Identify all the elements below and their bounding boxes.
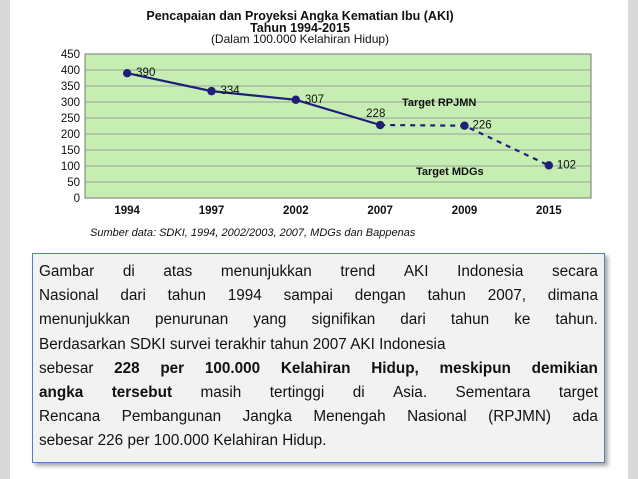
text-line [39, 405, 598, 429]
left-decoration-bar [0, 0, 10, 479]
data-label: 334 [220, 85, 240, 98]
bold-word: per [160, 359, 185, 377]
word: Menengah [313, 408, 386, 426]
word: dari [120, 287, 146, 305]
data-label: 390 [136, 67, 156, 80]
word: target [558, 384, 598, 402]
data-point [207, 87, 215, 95]
bold-word: demikian [531, 359, 598, 377]
word: Jangka [242, 408, 292, 426]
y-tick-label: 0 [73, 193, 80, 205]
word: tahun [167, 287, 206, 305]
data-point [545, 161, 553, 169]
word: Sementara [455, 384, 531, 402]
chart-svg [32, 0, 602, 244]
bold-word: Kelahiran [280, 359, 351, 377]
word: di [122, 263, 135, 280]
data-label: 307 [304, 93, 325, 106]
word: Gambar [39, 263, 95, 280]
x-tick-label: 2015 [536, 205, 562, 217]
word: Rencana [39, 408, 101, 426]
data-point [376, 121, 384, 129]
word: 2007, [487, 287, 526, 305]
data-point [123, 69, 131, 77]
text-line [39, 284, 598, 308]
word: sebesar [39, 359, 94, 377]
chart-subtitle-1: Tahun 1994-2015 [250, 21, 350, 35]
annotation-target-mdgs: Target MDGs [416, 166, 484, 178]
data-label: 226 [472, 119, 492, 132]
bold-word: 228 [114, 359, 140, 377]
text-line [39, 429, 598, 453]
word: Pembangunan [121, 408, 222, 426]
word: masih [200, 384, 242, 402]
word: ada [572, 408, 598, 426]
word: tahun [427, 287, 466, 305]
word: Nasional [407, 408, 467, 426]
word: 1994 [227, 287, 262, 305]
word: signifikan [311, 311, 376, 329]
data-label: 102 [556, 159, 577, 172]
word: sampai [283, 287, 333, 305]
y-tick-label: 200 [60, 129, 80, 141]
y-tick-label: 400 [60, 65, 80, 77]
y-tick-label: 50 [67, 177, 80, 189]
plot-area [85, 54, 591, 198]
text-line [39, 308, 598, 332]
word: tahun. [555, 311, 598, 329]
y-axis [61, 49, 80, 205]
word: secara [552, 263, 598, 280]
y-tick-label: 350 [60, 81, 80, 93]
bold-word: meskipun [439, 359, 511, 377]
word: tahun [450, 311, 490, 329]
x-tick-label: 1994 [114, 205, 140, 217]
x-axis [114, 205, 562, 217]
text-line [39, 381, 598, 405]
word: yang [253, 311, 287, 329]
y-tick-label: 300 [60, 97, 80, 109]
text-segment: Berdasarkan SDKI survei terakhir tahun 2007 AKI Indonesia [39, 335, 446, 353]
y-tick-label: 100 [60, 161, 80, 173]
chart-figure [32, 0, 602, 244]
x-tick-label: 2009 [451, 205, 478, 217]
bold-word: angka [39, 384, 84, 402]
word: atas [163, 263, 193, 280]
x-tick-label: 2002 [283, 205, 309, 217]
text-line [39, 357, 598, 381]
text-segment: sebesar 226 per 100.000 Kelahiran Hidup. [39, 432, 327, 450]
word: menunjukkan [220, 263, 312, 280]
data-label: 228 [366, 108, 386, 121]
word: Indonesia [457, 263, 524, 280]
word: ke [514, 311, 531, 329]
data-point [292, 96, 300, 104]
word: dengan [354, 287, 406, 305]
word: Asia. [393, 384, 428, 402]
x-tick-label: 1997 [198, 205, 225, 217]
y-tick-label: 250 [60, 113, 80, 125]
x-tick-label: 2007 [367, 205, 393, 217]
word: tertinggi [269, 384, 325, 402]
word: trend [340, 263, 376, 280]
word: menunjukkan [39, 311, 130, 329]
word: (RPJMN) [488, 408, 551, 426]
chart-subtitle-2: (Dalam 100.000 Kelahiran Hidup) [210, 32, 390, 46]
word: AKI [403, 263, 429, 280]
data-point [460, 121, 468, 129]
word: di [352, 384, 365, 402]
y-tick-label: 150 [60, 145, 80, 157]
bold-word: Hidup, [371, 359, 419, 377]
annotation-target-rpjmn: Target RPJMN [402, 97, 477, 109]
text-line [39, 260, 598, 284]
bold-word: 100.000 [204, 359, 261, 377]
chart-title: Pencapaian dan Proyeksi Angka Kematian Ibu (AKI) [146, 9, 454, 23]
word: penurunan [155, 311, 229, 329]
bold-word: tersebut [111, 384, 173, 402]
text-line [39, 333, 598, 357]
description-textbox [32, 253, 605, 463]
word: Nasional [39, 287, 99, 305]
right-decoration-bar [628, 0, 638, 479]
y-tick-label: 450 [60, 49, 80, 61]
word: dari [400, 311, 426, 329]
word: dimana [547, 287, 598, 305]
chart-source: Sumber data: SDKI, 1994, 2002/2003, 2007, MDGs dan Bappenas [90, 227, 416, 239]
